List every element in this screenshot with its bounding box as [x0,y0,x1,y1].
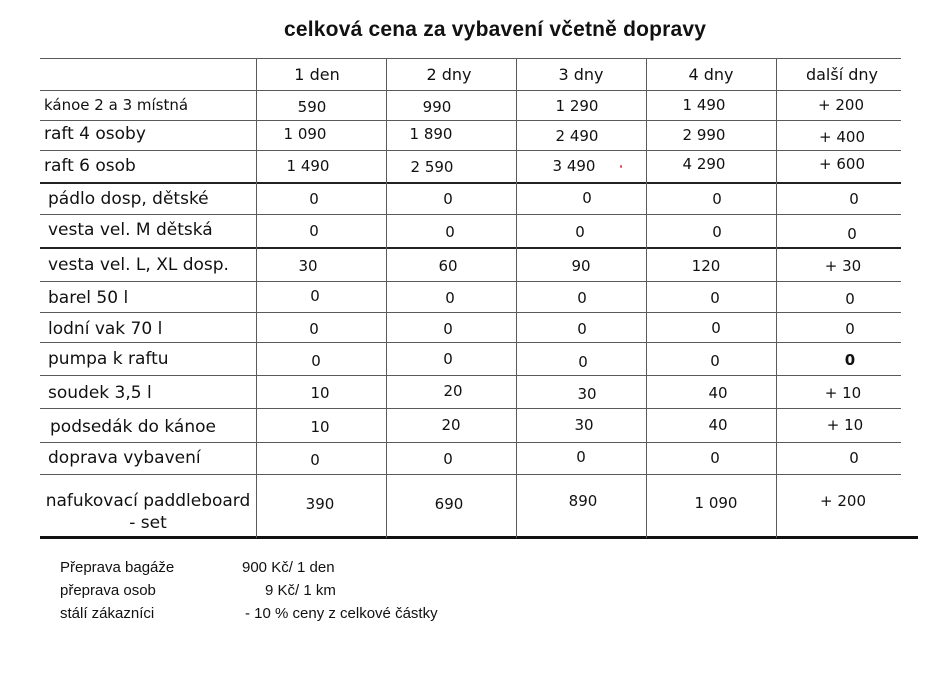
page-title: celková cena za vybavení včetně dopravy [284,18,707,41]
row-divider [40,442,901,443]
row-divider [40,375,901,376]
table-cell: 0 [309,190,319,208]
table-cell: 90 [571,257,591,275]
table-cell: 30 [577,385,597,403]
table-cell: 0 [712,190,722,208]
row-label: kánoe 2 a 3 místná [44,96,189,114]
table-cell: 0 [309,222,319,240]
row-divider [40,150,901,151]
column-divider [776,58,777,538]
table-cell: 1 290 [555,97,599,115]
table-cell: 4 290 [682,155,726,173]
table-cell: 1 490 [682,96,726,114]
row-label: lodní vak 70 l [48,319,163,339]
table-cell: 0 [309,320,319,338]
row-label: pumpa k raftu [48,349,169,369]
row-label: barel 50 l [48,288,129,308]
column-header: 3 dny [558,65,604,84]
table-cell: 0 [578,353,588,371]
note-label: stálí zákazníci [60,605,155,622]
table-cell: 0 [445,223,455,241]
table-cell: 0 [311,352,321,370]
table-cell: 0 [310,287,320,305]
section-divider [40,182,901,184]
note-value: 9 Kč/ 1 km [265,582,336,599]
table-cell: 40 [708,384,728,402]
red-mark [620,165,622,168]
table-cell: 0 [849,190,859,208]
table-cell: 60 [438,257,458,275]
table-cell: 0 [845,320,855,338]
row-divider [40,90,901,91]
table-cell: 0 [710,449,720,467]
row-label: raft 6 osob [44,156,136,176]
table-cell: 0 [582,189,592,207]
section-divider [40,247,901,249]
table-cell: 2 490 [555,127,599,145]
table-cell: 10 [310,418,330,436]
note-value: - 10 % ceny z celkové částky [245,605,438,622]
table-cell: 0 [844,351,856,369]
table-cell: 0 [310,451,320,469]
table-cell: + 10 [824,384,862,402]
table-cell: + 200 [820,492,866,510]
table-cell: 40 [708,416,728,434]
table-cell: 2 590 [410,158,454,176]
table-cell: 0 [847,225,857,243]
row-divider [40,58,901,59]
table-cell: 0 [443,320,453,338]
table-bottom-border [40,536,918,539]
table-cell: 890 [568,492,598,510]
table-cell: 0 [710,289,720,307]
table-cell: 0 [845,290,855,308]
table-cell: 30 [574,416,594,434]
column-divider [646,58,647,538]
table-cell: 0 [577,289,587,307]
table-cell: + 200 [818,96,864,114]
table-cell: 0 [445,289,455,307]
table-cell: 120 [691,257,721,275]
row-divider [40,312,901,313]
table-cell: + 400 [819,128,865,146]
table-cell: 20 [441,416,461,434]
row-divider [40,408,901,409]
table-cell: 0 [710,352,720,370]
table-cell: 2 990 [682,126,726,144]
note-value: 900 Kč/ 1 den [242,559,335,576]
table-cell: 3 490 [552,157,596,175]
table-cell: 1 090 [283,125,327,143]
table-cell: 1 890 [409,125,453,143]
table-cell: 690 [434,495,464,513]
table-cell: 390 [305,495,335,513]
table-cell: + 30 [824,257,862,275]
table-cell: 0 [443,190,453,208]
table-cell: 1 490 [286,157,330,175]
table-cell: 0 [443,450,453,468]
column-header: další dny [805,65,879,84]
note-label: přeprava osob [60,582,156,599]
row-label: vesta vel. M dětská [48,220,213,240]
table-cell: 990 [422,98,452,116]
row-divider [40,214,901,215]
row-divider [40,120,901,121]
column-header: 4 dny [688,65,734,84]
table-cell: 0 [577,320,587,338]
row-divider [40,342,901,343]
row-label-line: - set [129,513,167,533]
table-cell: 0 [849,449,859,467]
table-cell: 30 [298,257,318,275]
row-divider [40,474,901,475]
table-cell: 1 090 [694,494,738,512]
table-cell: 10 [310,384,330,402]
table-cell: 20 [443,382,463,400]
table-cell: + 600 [819,155,865,173]
note-label: Přeprava bagáže [60,559,175,576]
table-cell: 0 [711,319,721,337]
row-label: raft 4 osoby [44,124,146,144]
table-cell: 590 [297,98,327,116]
column-divider [516,58,517,538]
table-cell: 0 [443,350,453,368]
table-cell: + 10 [826,416,864,434]
column-header: 2 dny [426,65,472,84]
row-label: soudek 3,5 l [48,383,152,403]
row-label: doprava vybavení [48,448,201,468]
row-divider [40,281,901,282]
column-header: 1 den [294,65,340,84]
row-label-line: nafukovací paddleboard [45,491,251,511]
row-label: pádlo dosp, dětské [48,189,209,209]
table-cell: 0 [712,223,722,241]
table-cell: 0 [575,223,585,241]
row-label: podsedák do kánoe [50,417,216,437]
row-label: vesta vel. L, XL dosp. [48,255,229,275]
table-cell: 0 [576,448,586,466]
row-label [42,490,254,534]
